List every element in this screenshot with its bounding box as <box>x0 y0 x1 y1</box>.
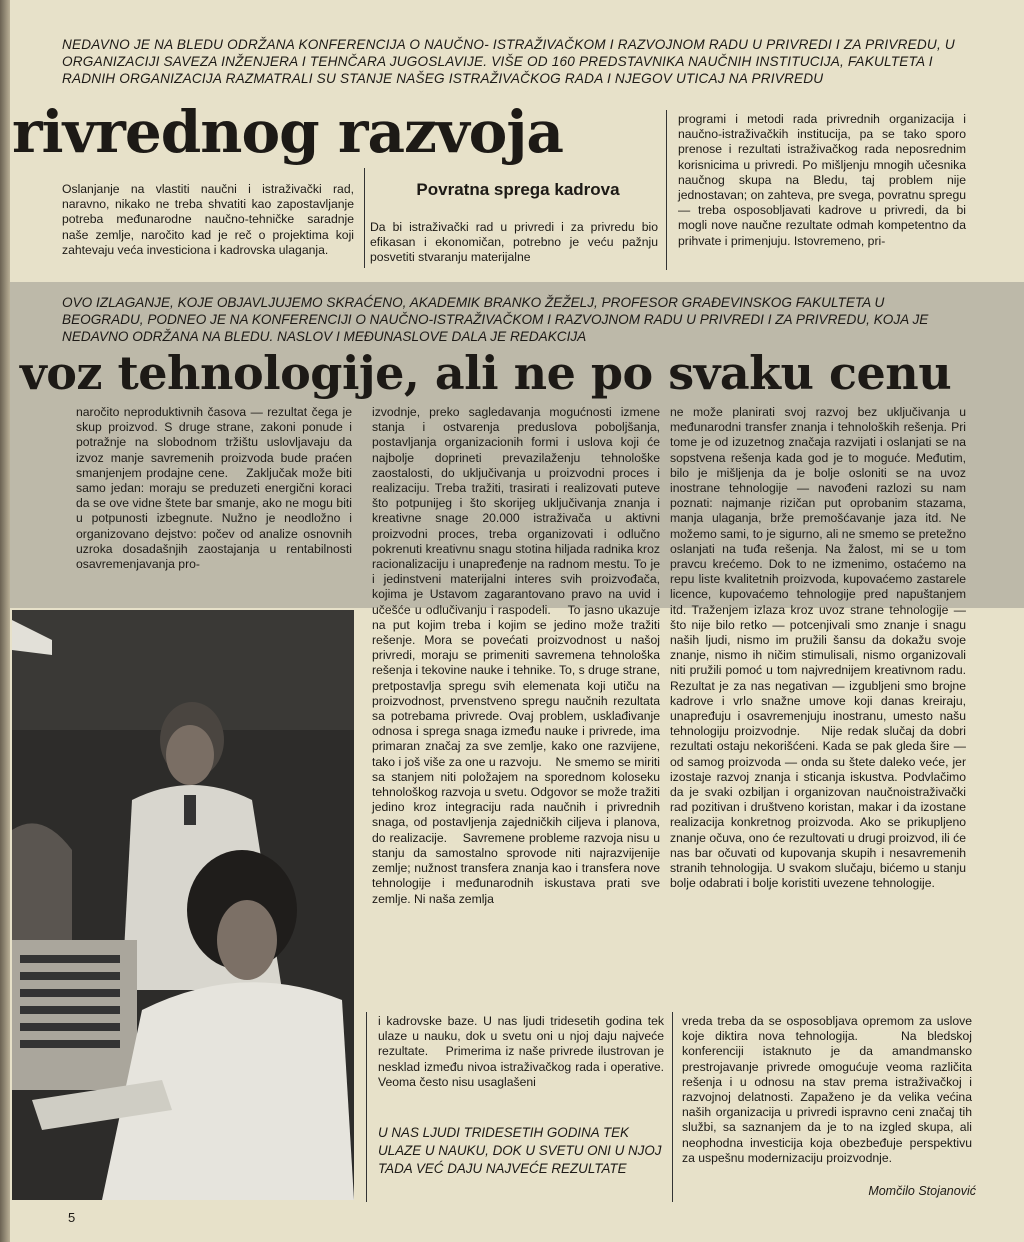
lab-photo <box>12 610 354 1200</box>
article-column-2: izvodnje, preko sagledavanja mogućnosti izmene stanja i ostvarenja preduslova poboljšanja, postavljanja organizacionih formi i uslova koji će najbolje doprineti prevazilaženju tehnološke zaostalosti, do uključivanja u proizvodni proces i realizaciju. Treba tražiti, trasirati i realizovati puteve što potpunijeg i što skorijeg uključivanja znanja i kreativne snage 20.000 istraživača u aktivni proizvodni proces, treba organizovati i odlučno pokrenuti kreativnu snagu stotina hiljada radnika kroz racionalizaciju i unapređenje na radnom mestu. To je i jedinstveni materijalni interes svih proizvođača, kojima je Ustavom zagarantovano pravo na uvid i učešće u odlučivanju i raspodeli. To jasno ukazuje na put kojim treba i kojim se jedino može tražiti rešenje. Mora se povećati proizvodnost u našoj privredi, moraju se primeniti savremena tehnološka rešenja i tekovine nauke i tehnike. To, s druge strane, pretpostavlja spregu svih elemenata koji utiču na proizvodnost, prvenstveno spregu naučnih rezultata sa potrebama privrede. Ovaj problem, usklađivanje odnosa i sprega snaga između nauke i privrede, ima primaran značaj za sve zemlje, kako one razvijene, tako i još više za one u razvoju. Ne smemo se miriti sa stanjem niti položajem na sporednom koloseku tehnološkog razvoja u svetu. Odgovor se može tražiti jedino kroz integraciju rada naučnih i privrednih snaga, od postavljenja zajedničkih ciljeva i planova, do realizacije. Savremene probleme razvoja nisu u stanju da samostalno sprovode niti najrazvijenije zemlje; nužnost transfera znanja kao i transfera nove tehnologije i međunarodnih iskustava prati sve zemlje. Ni naša zemlja <box>372 405 660 906</box>
subheading: Povratna sprega kadrova <box>416 180 620 199</box>
column-divider <box>672 1012 673 1202</box>
column-divider <box>666 110 667 270</box>
article-column-1-top: naročito neproduktivnih časova — rezultat čega je skup proizvod. S druge strane, zakoni ponude i potražnje na slobodnom tržištu uslovljavaju da izvoz manje savremenih proizvoda bude praćen smanjenjem prodajne cene. Zaključak može biti samo jedan: moraju se preduzeti energični koraci da se ove vidne štete bar smanje, ako ne mogu biti u potpunosti izbegnute. Nužno je neodložno i organizovano dejstvo: počev od analize osnovnih uzroka dosadašnjih zaostajanja u rentabilnosti osavremenjavanja pro- <box>76 405 352 572</box>
page-binding-edge <box>0 0 10 1242</box>
column-divider <box>364 168 365 268</box>
headline-top: rivrednog razvoja <box>12 98 563 166</box>
headline-main: voz tehnologije, ali ne po svaku cenu <box>20 346 952 400</box>
article-column-2-bottom: i kadrovske baze. U nas ljudi tridesetih godina tek ulaze u nauku, dok u svetu oni u njoj daju najveće rezultate. Primerima iz naše privrede ilustrovan je nesklad između nivoa istraživačkog rada i operative. Veoma često nisu usaglašeni <box>378 1014 664 1089</box>
intro-text: NEDAVNO JE NA BLEDU ODRŽANA KONFERENCIJA O NAUČNO- ISTRAŽIVAČKOM I RAZVOJNOM RADU U PRIVREDI I ZA PRIVREDU, U ORGANIZACIJI SAVEZA INŽENJERA I TEHNČARA JUGOSLAVIJE. VIŠE OD 160 PREDSTAVNIKA NAUČNIH INSTITUCIJA, FAKULTETA I RADNIH ORGANIZACIJA RAZMATRALI SU STANJE NAŠEG ISTRAŽIVAČKOG RADA I NJEGOV UTICAJ NA PRIVREDU <box>62 37 955 86</box>
article-column-3-bottom: vreda treba da se osposobljava opremom za uslove koje diktira nova tehnologija. Na bledskoj konferenciji istaknuto je da amandmansko prestrojavanje privrede omogućuje veoma različita rešenja i u odnosu na stav prema istraživačkoj i razvojnoj delatnosti. Zapaženo je da velika većina naših organizacija u privredi ispravno ceni značaj tih službi, sa saznanjem da je to na izgled skupa, ali neophodna investicija koja obezbeđuje perspektivu za uspešnu modernizaciju proizvodnje. <box>682 1014 972 1165</box>
author-intro: OVO IZLAGANJE, KOJE OBJAVLJUJEMO SKRAĆENO, AKADEMIK BRANKO ŽEŽELJ, PROFESOR GRAĐEVINSKOG FAKULTETA U BEOGRADU, PODNEO JE NA KONFERENCIJI O NAUČNO-ISTRAŽIVAČKOM I RAZVOJNOM RADU U PRIVREDI I ZA PRIVREDU, KOJA JE NEDAVNO ODRŽANA NA BLEDU. NASLOV I MEĐUNASLOVE DALA JE REDAKCIJA <box>62 295 929 344</box>
photo-illustration <box>12 610 354 1200</box>
page-number: 5 <box>68 1210 76 1225</box>
author-signature: Momčilo Stojanović <box>868 1184 976 1198</box>
pull-quote: U NAS LJUDI TRIDESETIH GODINA TEK ULAZE U NAUKU, DOK U SVETU ONI U NJOJ TADA VEĆ DAJU NAJVEĆE REZULTATE <box>378 1125 662 1176</box>
article-column-3: ne može planirati svoj razvoj bez uključivanja u međunarodni transfer znanja i tehnoloških rešenja. Pri tome je od izuzetnog značaja razvijati i oslanjati se na sopstvena rešenja kada god je to moguće. Međutim, bilo je mišljenja da je bolje osloniti se na uvoz inostrane tehnologije — navođeni razlozi su nam poznati: najmanje rizičan put oprobanim stazama, manja ulaganja, brže premošćavanje jaza itd. Ne možemo sami, to je sigurno, ali ne smemo se pretežno oslanjati na tuđa rešenja. Na žalost, mi se u tom pravcu krećemo. Dok to ne izmenimo, ostaćemo na repu liste kvalitetnih proizvoda, kupovaćemo zastarele licence, kupovaćemo tehnologije pred napuštanjem itd. Traženjem izlaza kroz uvoz strane tehnologije — što nije bilo retko — potcenjivali smo znanje i snagu naših ljudi, nismo im pružili šansu da dokažu svoje znanje, nismo ih ničim stimulisali, nismo organizovali niti pružili pomoć u tom najvrednijem kreativnom radu. Rezultat je za nas negativan — izgubljeni smo brojne kadrove i vrlo snažne umove koji danas kreiraju, unapređuju i osavremenjuju inostranu, umesto našu tehnologiju proizvodnje. Nije redak slučaj da dobri rezultati ostaju nekorišćeni. Kada se pak gleda šire — od samog proizvoda — onda su štete daleko veće, jer izostaje razvoj znanja i sticanja iskustva. Podvlačimo da je svaki ozbiljan i organizovan naučnoistraživački rad pozitivan i društveno koristan, makar i da izostane realizacija konkretnog proizvoda. Ako se prikupljeno znanje očuva, ono će rezultovati u drugi proizvod, ili će nas bar očuvati od kupovanja skupih i nesavremenih stranih tehnologija. U svakom slučaju, bićemo u stanju bolje odabrati i bolje koristiti uvezene tehnologije. <box>670 405 966 891</box>
column-divider <box>366 1012 367 1202</box>
lead-column-1: Oslanjanje na vlastiti naučni i istraživački rad, naravno, nikako ne treba shvatiti kao zapostavljanje potreba međunarodne naučno-tehničke saradnje naše zemlje, naročito kad je reč o projektima koji zahtevaju veća investiciona i kadrovska ulaganja. <box>62 182 354 257</box>
lead-column-2: Da bi istraživački rad u privredi i za privredu bio efikasan i ekonomičan, potrebno je veću pažnju posvetiti stvaranju materijalne <box>370 220 658 265</box>
lead-column-3: programi i metodi rada privrednih organizacija i naučno-istraživačkih institucija, pa se tako sporo prenose i rezultati istraživačkog rada neposrednim korisnicima u privredi. Po mišljenju mnogih učesnika naučnog skupa na Bledu, taj problem nije jednostavan; on zahteva, pre svega, povratnu spregu — treba osposobljavati kadrove u privredi, da bi mogli nove naučne rezultate odmah kompetentno da prihvate i primenjuju. Istovremeno, pri- <box>678 112 966 248</box>
